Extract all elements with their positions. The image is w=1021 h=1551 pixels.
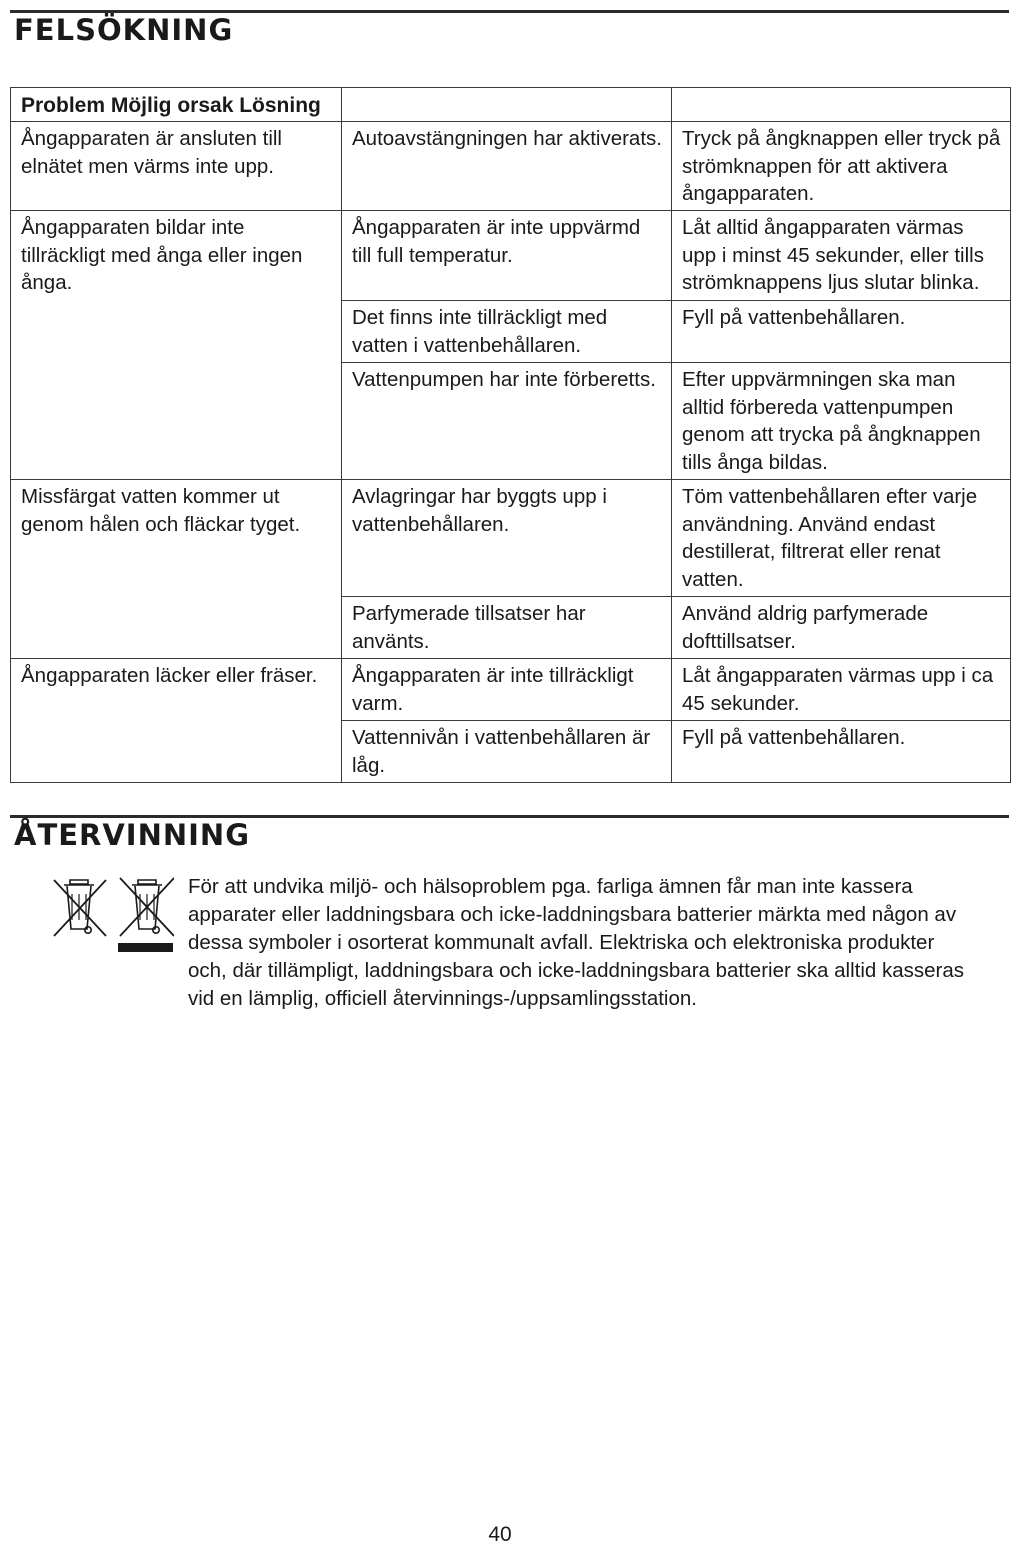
solution-cell: Låt alltid ångapparaten värmas upp i minst 45 sekunder, eller tills strömknappens ljus slutar blinka. bbox=[672, 211, 1011, 301]
cause-cell: Vattenpumpen har inte förberetts. bbox=[342, 363, 672, 480]
recycling-text-line: och, där tillämpligt, laddningsbara och icke-laddningsbara batterier ska alltid kasseras bbox=[188, 959, 964, 982]
problem-cell: Ångapparaten är ansluten till elnätet men värms inte upp. bbox=[11, 122, 342, 211]
solution-cell: Fyll på vattenbehållaren. bbox=[672, 721, 1011, 783]
cause-cell: Det finns inte tillräckligt med vatten i vattenbehållaren. bbox=[342, 301, 672, 363]
table-row bbox=[11, 211, 1011, 301]
table-row bbox=[11, 659, 1011, 721]
recycling-heading: ÅTERVINNING bbox=[14, 818, 251, 852]
cause-cell: Ångapparaten är inte uppvärmd till full temperatur. bbox=[342, 211, 672, 301]
cause-cell: Avlagringar har byggts upp i vattenbehållaren. bbox=[342, 480, 672, 597]
problem-cell: Ångapparaten läcker eller fräser. bbox=[11, 659, 342, 783]
table-header-cell: Problem Möjlig orsak Lösning bbox=[11, 88, 342, 122]
solution-cell: Låt ångapparaten värmas upp i ca 45 sekunder. bbox=[672, 659, 1011, 721]
troubleshooting-heading: FELSÖKNING bbox=[14, 13, 234, 47]
table-header-cell bbox=[672, 88, 1011, 122]
table-header-cell bbox=[342, 88, 672, 122]
troubleshooting-table bbox=[10, 87, 1011, 783]
solution-cell: Fyll på vattenbehållaren. bbox=[672, 301, 1011, 363]
solution-cell: Använd aldrig parfymerade dofttillsatser. bbox=[672, 597, 1011, 659]
solution-cell: Tryck på ångknappen eller tryck på strömknappen för att aktivera ångapparaten. bbox=[672, 122, 1011, 211]
weee-symbols bbox=[48, 872, 174, 956]
problem-cell: Missfärgat vatten kommer ut genom hålen och fläckar tyget. bbox=[11, 480, 342, 659]
table-row bbox=[11, 122, 1011, 211]
solution-cell: Töm vattenbehållaren efter varje användning. Använd endast destillerat, filtrerat eller renat vatten. bbox=[672, 480, 1011, 597]
recycling-text bbox=[188, 873, 1003, 1013]
cause-cell: Parfymerade tillsatser har använts. bbox=[342, 597, 672, 659]
cause-cell: Vattennivån i vattenbehållaren är låg. bbox=[342, 721, 672, 783]
problem-cell: Ångapparaten bildar inte tillräckligt med ånga eller ingen ånga. bbox=[11, 211, 342, 480]
crossed-out-wheelie-bin-with-bar-icon bbox=[118, 878, 174, 952]
recycling-text-line: dessa symboler i osorterat kommunalt avfall. Elektriska och elektroniska produkter bbox=[188, 931, 935, 954]
recycling-text-line: vid en lämplig, officiell återvinnings-/uppsamlingsstation. bbox=[188, 987, 697, 1010]
recycling-text-line: apparater eller laddningsbara och icke-laddningsbara batterier märkta med någon av bbox=[188, 903, 957, 926]
table-header-row bbox=[11, 88, 1011, 122]
recycling-text-line: För att undvika miljö- och hälsoproblem pga. farliga ämnen får man inte kassera bbox=[188, 875, 913, 898]
table-row bbox=[11, 480, 1011, 597]
page-number: 40 bbox=[488, 1523, 512, 1546]
cause-cell: Autoavstängningen har aktiverats. bbox=[342, 122, 672, 211]
crossed-out-wheelie-bin-icon bbox=[54, 880, 106, 936]
solution-cell: Efter uppvärmningen ska man alltid förbereda vattenpumpen genom att trycka på ångknappen tills ånga bildas. bbox=[672, 363, 1011, 480]
cause-cell: Ångapparaten är inte tillräckligt varm. bbox=[342, 659, 672, 721]
